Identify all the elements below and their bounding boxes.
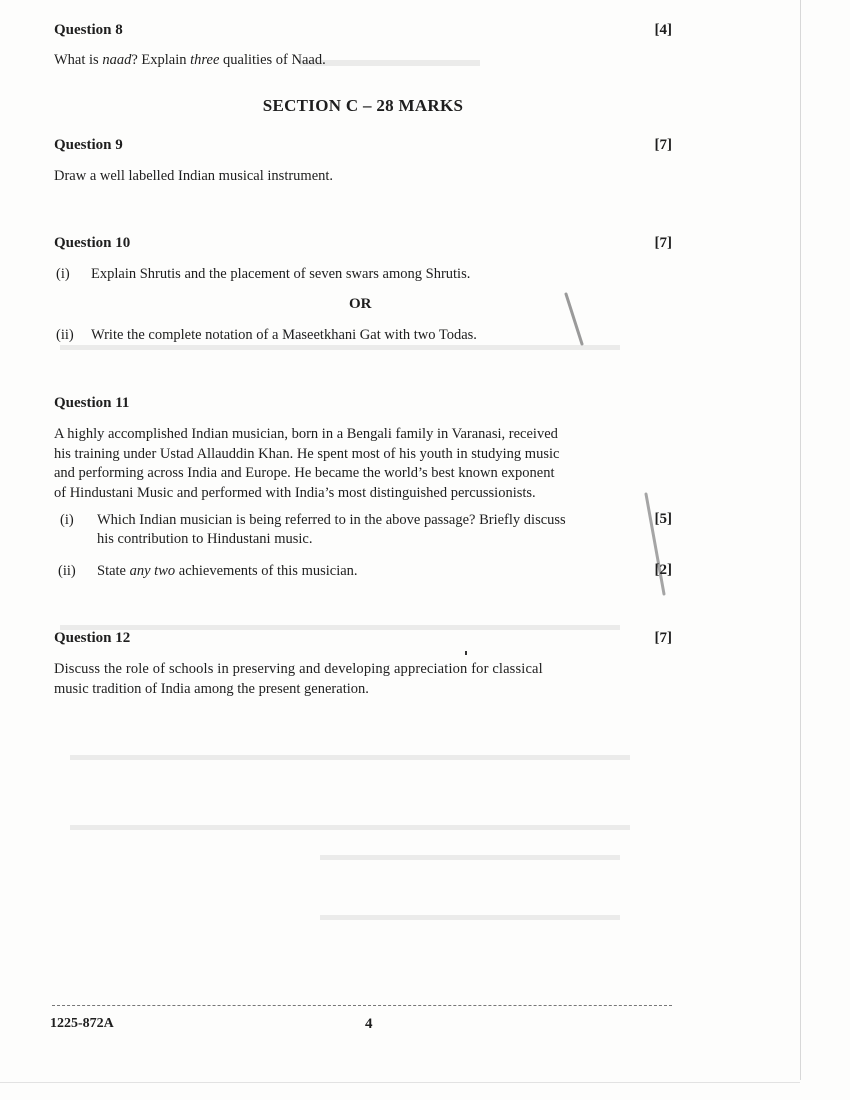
question-12-line: music tradition of India among the present generation. (54, 680, 369, 697)
question-10-title: Question 10 (54, 235, 131, 251)
question-8-emphasis: three (190, 52, 220, 68)
part-number: (ii) (56, 327, 74, 343)
question-8-text-part: qualities of Naad. (219, 52, 326, 68)
question-11-passage (54, 425, 644, 503)
passage-line: his training under Ustad Allauddin Khan. He spent most of his youth in studying music (54, 445, 560, 462)
show-through-mark (320, 915, 620, 920)
question-9-marks: [7] (654, 137, 672, 153)
question-11-part-ii-marks: [2] (654, 562, 672, 578)
question-10-marks: [7] (654, 235, 672, 251)
show-through-mark (320, 855, 620, 860)
passage-line: and performing across India and Europe. He became the world’s best known exponent (54, 465, 555, 481)
part-text-segment: State (97, 563, 130, 579)
footer-rule (52, 1005, 672, 1006)
question-12-marks: [7] (654, 630, 672, 646)
pen-mark-icon (640, 490, 670, 600)
show-through-mark (70, 755, 630, 760)
passage-line: A highly accomplished Indian musician, born in a Bengali family in Varanasi, received (54, 426, 558, 442)
part-number: (ii) (58, 563, 76, 579)
question-12-title: Question 12 (54, 630, 131, 646)
question-8-text-part: What is (54, 52, 103, 68)
question-9-text: Draw a well labelled Indian musical instrument. (54, 168, 334, 184)
part-text-line: his contribution to Hindustani music. (97, 531, 313, 547)
question-9-title: Question 9 (54, 137, 123, 153)
part-text-segment: achievements of this musician. (175, 563, 358, 579)
part-number: (i) (56, 266, 70, 282)
show-through-mark (70, 825, 630, 830)
part-number: (i) (60, 512, 74, 528)
part-text-line: Which Indian musician is being referred to in the above passage? Briefly discuss (97, 512, 566, 528)
part-text-emphasis: any two (129, 563, 176, 579)
question-12-text (54, 660, 634, 699)
or-separator: OR (349, 296, 372, 312)
part-text (97, 562, 358, 581)
part-text: Explain Shrutis and the placement of seven swars among Shrutis. (91, 266, 471, 282)
pen-mark-icon (560, 290, 590, 350)
paper-code: 1225-872A (50, 1016, 114, 1031)
question-12-line: Discuss the role of schools in preserving and developing appreciation for classical (54, 661, 543, 677)
scan-edge (0, 1082, 800, 1083)
question-8-marks: [4] (654, 22, 672, 38)
question-8-text (54, 51, 326, 71)
passage-line: of Hindustani Music and performed with India’s most distinguished percussionists. (54, 484, 536, 501)
show-through-mark (300, 60, 480, 66)
question-11-part-i-marks: [5] (654, 511, 672, 527)
show-through-mark (60, 625, 620, 630)
question-11-title: Question 11 (54, 395, 130, 411)
scan-edge (800, 0, 801, 1080)
question-8-emphasis: naad (102, 52, 132, 68)
question-8-text-part: ? Explain (131, 52, 191, 68)
question-8-title: Question 8 (54, 22, 123, 38)
stray-dot (465, 651, 467, 655)
section-c-heading: SECTION C – 28 MARKS (262, 96, 464, 115)
question-11-part-i (60, 511, 640, 551)
show-through-mark (60, 345, 620, 350)
page-number: 4 (365, 1016, 373, 1032)
part-text: Write the complete notation of a Maseetkhani Gat with two Todas. (91, 327, 477, 343)
